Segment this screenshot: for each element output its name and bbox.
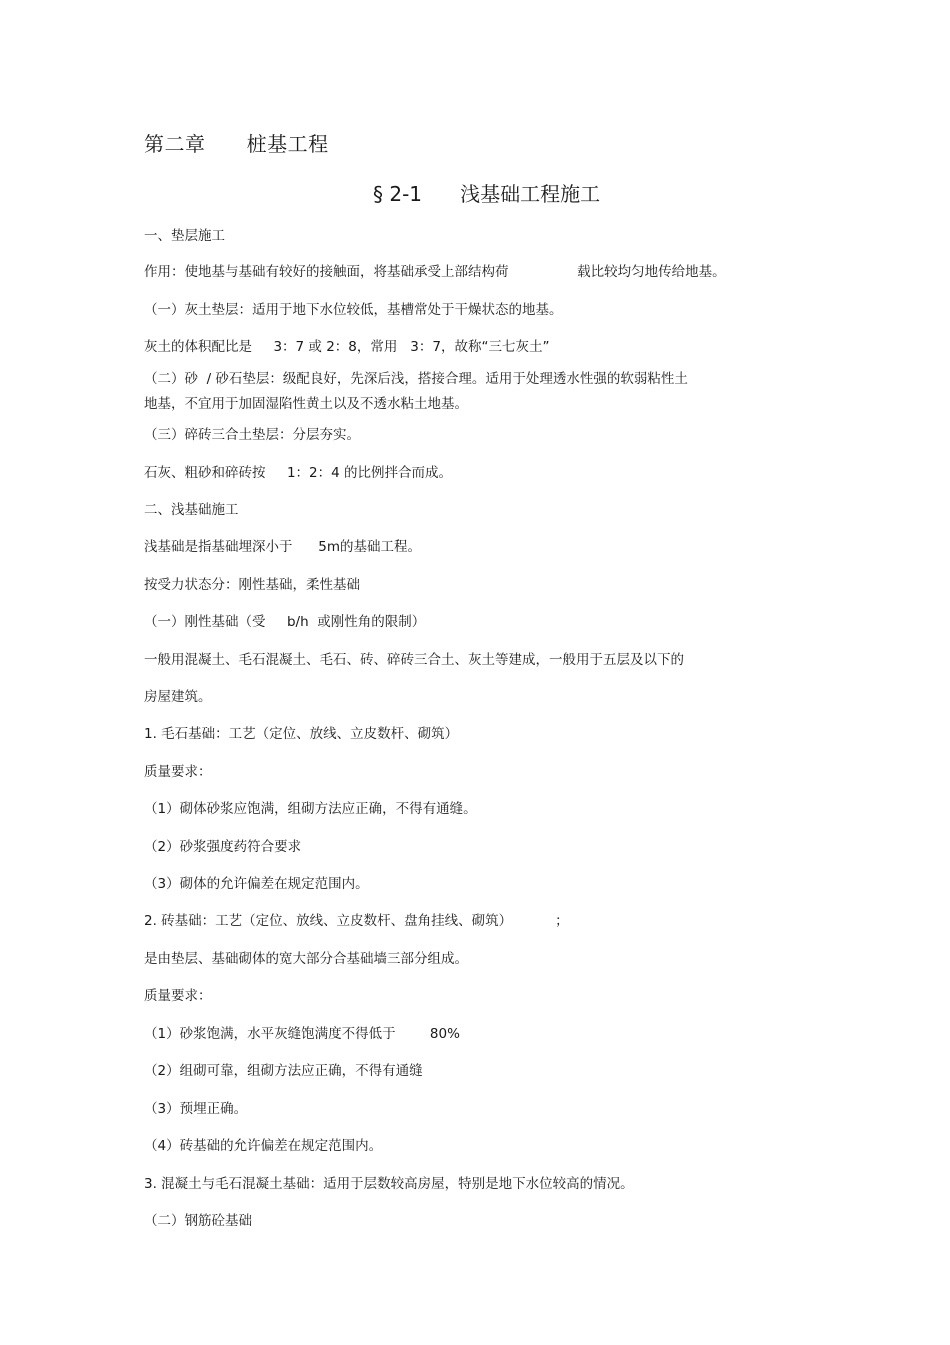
paragraph-mix-ratio: 石灰、粗砂和碎砖按 1：2：4 的比例拌合而成。 [144, 465, 453, 481]
paragraph-rigid-materials: 一般用混凝土、毛石混凝土、毛石、砖、碎砖三合土、灰土等建成，一般用于五层及以下的 [144, 652, 684, 668]
heading-cushion-construction: 一、垫层施工 [144, 228, 225, 244]
subheading-concrete-foundation: 3. 混凝土与毛石混凝土基础：适用于层数较高房屋，特别是地下水位较高的情况。 [144, 1176, 634, 1192]
section-title: § 2-1 浅基础工程施工 [373, 182, 601, 206]
chapter-title: 第二章 桩基工程 [144, 132, 329, 156]
list-item: （2）砂浆强度药符合要求 [144, 839, 302, 855]
label-quality-requirements: 质量要求： [144, 988, 212, 1004]
label-quality-requirements: 质量要求： [144, 764, 212, 780]
heading-shallow-foundation: 二、浅基础施工 [144, 502, 239, 518]
paragraph-classification: 按受力状态分：刚性基础，柔性基础 [144, 577, 360, 593]
paragraph-sand-cushion-cont: 地基，不宜用于加固湿陷性黄土以及不透水粘土地基。 [144, 396, 468, 412]
subheading-brick-foundation: 2. 砖基础：工艺（定位、放线、立皮数杆、盘角挂线、砌筑） ； [144, 913, 569, 929]
paragraph-lime-soil-ratio: 灰土的体积配比是 3：7 或 2：8，常用 3：7，故称“三七灰土” [144, 339, 550, 355]
paragraph-rigid-materials-cont: 房屋建筑。 [144, 689, 212, 705]
list-item: （2）组砌可靠，组砌方法应正确，不得有通缝 [144, 1063, 423, 1079]
subheading-rigid-foundation: （一）刚性基础（受 b/h 或刚性角的限制） [144, 614, 426, 630]
subheading-rubble-foundation: 1. 毛石基础：工艺（定位、放线、立皮数杆、砌筑） [144, 726, 459, 742]
list-item: （3）预埋正确。 [144, 1101, 248, 1117]
subheading-sand-cushion: （二）砂 / 砂石垫层：级配良好，先深后浅，搭接合理。适用于处理透水性强的软弱粘性土 [144, 371, 688, 387]
subheading-brick-triple-cushion: （三）碎砖三合土垫层：分层夯实。 [144, 427, 360, 443]
list-item: （3）砌体的允许偏差在规定范围内。 [144, 876, 369, 892]
list-item: （1）砂浆饱满，水平灰缝饱满度不得低于 80% [144, 1026, 460, 1042]
subheading-lime-soil-cushion: （一）灰土垫层：适用于地下水位较低，基槽常处于干燥状态的地基。 [144, 302, 563, 318]
subheading-reinforced-concrete-foundation: （二）钢筋砼基础 [144, 1213, 252, 1229]
paragraph-purpose: 作用：使地基与基础有较好的接触面，将基础承受上部结构荷 载比较均匀地传给地基。 [144, 264, 726, 280]
paragraph-brick-composition: 是由垫层、基础砌体的宽大部分合基础墙三部分组成。 [144, 951, 468, 967]
paragraph-shallow-definition: 浅基础是指基础埋深小于 5m的基础工程。 [144, 539, 421, 555]
list-item: （1）砌体砂浆应饱满，组砌方法应正确，不得有通缝。 [144, 801, 477, 817]
list-item: （4）砖基础的允许偏差在规定范围内。 [144, 1138, 383, 1154]
